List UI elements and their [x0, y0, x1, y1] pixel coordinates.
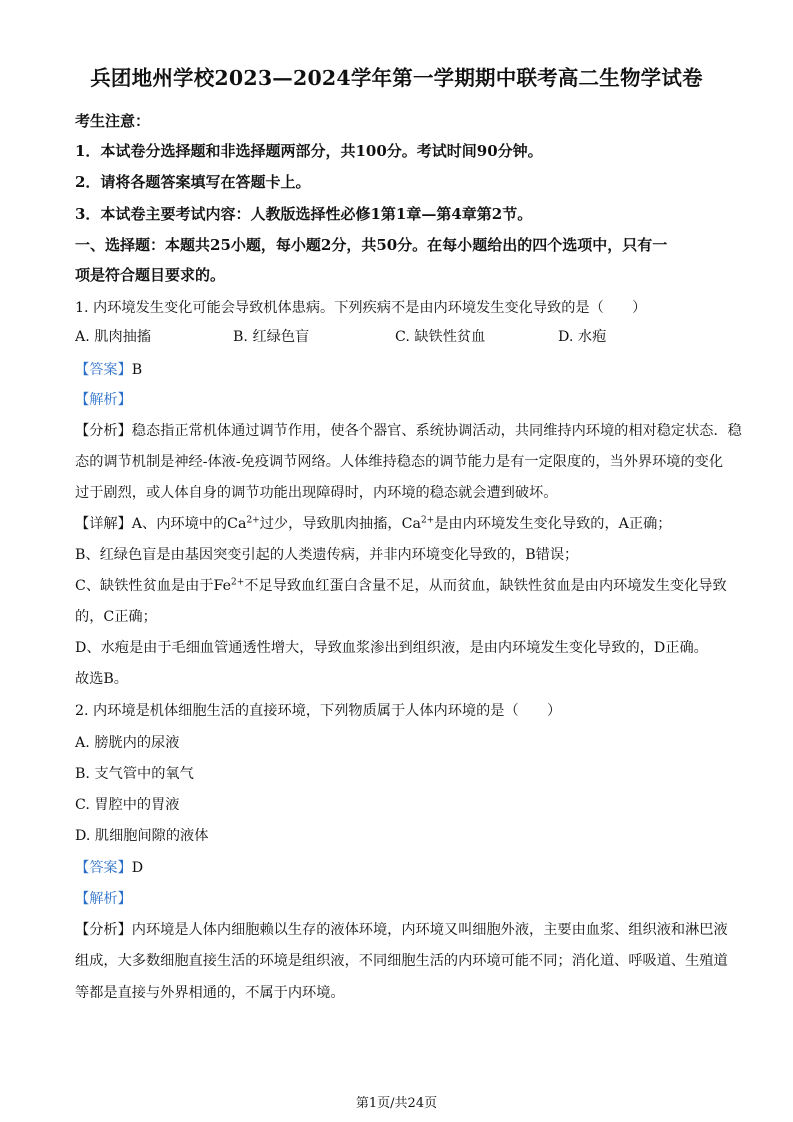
q1-fenxi-line2: 态的调节机制是神经-体液-免疫调节网络。人体维持稳态的调节能力是有一定限度的，当外界环境的变化 [75, 454, 724, 470]
q1-detail-a-text-3: 是由内环境发生变化导致的，A正确； [434, 516, 672, 532]
ion-charge: 2+ [420, 515, 435, 526]
q2-fenxi-line2: 组成，大多数细胞直接生活的环境是组织液，不同细胞生活的内环境可能不同；消化道、呼吸道、生殖道 [75, 953, 728, 969]
q1-detail-a-text-2: 过少，导致肌肉抽搐，Ca [259, 516, 421, 532]
q1-stem: 1. 内环境发生变化可能会导致机体患病。下列疾病不是由内环境发生变化导致的是（ ） [75, 300, 647, 316]
q1-detail-a [75, 513, 671, 533]
q1-detail-a-text-1: A、内环境中的Ca [131, 516, 247, 532]
q2-option-b: B. 支气管中的氧气 [75, 766, 194, 782]
q1-answer [75, 359, 142, 379]
q1-option-d: D. 水疱 [558, 329, 607, 345]
notice-item-1: 1．本试卷分选择题和非选择题两部分，共100分。考试时间90分钟。 [75, 142, 543, 160]
q1-detail-c [75, 575, 727, 595]
notice-item-2: 2．请将各题答案填写在答题卡上。 [75, 173, 311, 191]
q1-fenxi-line3: 过于剧烈，或人体自身的调节功能出现障碍时，内环境的稳态就会遭到破坏。 [75, 485, 558, 501]
q1-option-a: A. 肌肉抽搐 [75, 329, 152, 345]
q2-option-c: C. 胃腔中的胃液 [75, 797, 180, 813]
q2-fenxi-line3: 等都是直接与外界相通的，不属于内环境。 [75, 985, 345, 1001]
q1-option-c: C. 缺铁性贫血 [395, 329, 486, 345]
q1-detail-c-text-2: 不足导致血红蛋白含量不足，从而贫血，缺铁性贫血是由内环境发生变化导致 [244, 578, 727, 594]
notice-item-3: 3．本试卷主要考试内容：人教版选择性必修1第1章—第4章第2节。 [75, 205, 533, 223]
ion-charge: 2+ [246, 515, 260, 526]
q1-detail-c-text-1: C、缺铁性贫血是由于Fe [75, 578, 232, 594]
q2-fenxi-text-1: 内环境是人体内细胞赖以生存的液体环境，内环境又叫细胞外液，主要由血浆、组织液和淋巴液 [131, 922, 728, 938]
q2-answer-value: D [131, 860, 144, 876]
fenxi-tag: 【分析】 [75, 423, 132, 439]
exam-title: 兵团地州学校2023—2024学年第一学期期中联考高二生物学试卷 [90, 66, 703, 90]
q2-fenxi-line1 [75, 919, 728, 939]
q2-answer [75, 857, 143, 877]
q1-fenxi-line1 [75, 420, 742, 440]
fenxi-tag: 【分析】 [75, 922, 132, 938]
q1-detail-d: D、水疱是由于毛细血管通透性增大，导致血浆渗出到组织液，是由内环境发生变化导致的，D正确。 [75, 640, 708, 656]
q2-option-d: D. 肌细胞间隙的液体 [75, 828, 209, 844]
section-heading-line2: 项是符合题目要求的。 [75, 266, 226, 284]
answer-tag: 【答案】 [75, 362, 132, 378]
section-heading-line1: 一、选择题：本题共25小题，每小题2分，共50分。在每小题给出的四个选项中，只有一 [75, 236, 668, 254]
q2-option-a: A. 膀胱内的尿液 [75, 735, 180, 751]
answer-tag: 【答案】 [75, 860, 132, 876]
q1-detail-c-line2: 的，C正确； [75, 609, 157, 625]
notice-heading: 考生注意： [75, 112, 151, 130]
q1-fenxi-text-1: 稳态指正常机体通过调节作用，使各个器官、系统协调活动，共同维持内环境的相对稳定状态．稳 [131, 423, 742, 439]
q1-conclusion: 故选B。 [75, 671, 128, 687]
q1-answer-value: B [131, 362, 143, 378]
page-footer: 第1页/共24页 [355, 1096, 438, 1111]
ion-charge: 2+ [231, 577, 245, 588]
q1-option-b: B. 红绿色盲 [233, 329, 310, 345]
q1-detail-b: B、红绿色盲是由基因突变引起的人类遗传病，并非内环境变化导致的，B错误； [75, 547, 579, 563]
xiangjie-tag: 【详解】 [75, 516, 132, 532]
q2-stem: 2. 内环境是机体细胞生活的直接环境，下列物质属于人体内环境的是（ ） [75, 703, 562, 719]
q2-analysis-tag: 【解析】 [75, 891, 132, 907]
q1-analysis-tag: 【解析】 [75, 392, 132, 408]
